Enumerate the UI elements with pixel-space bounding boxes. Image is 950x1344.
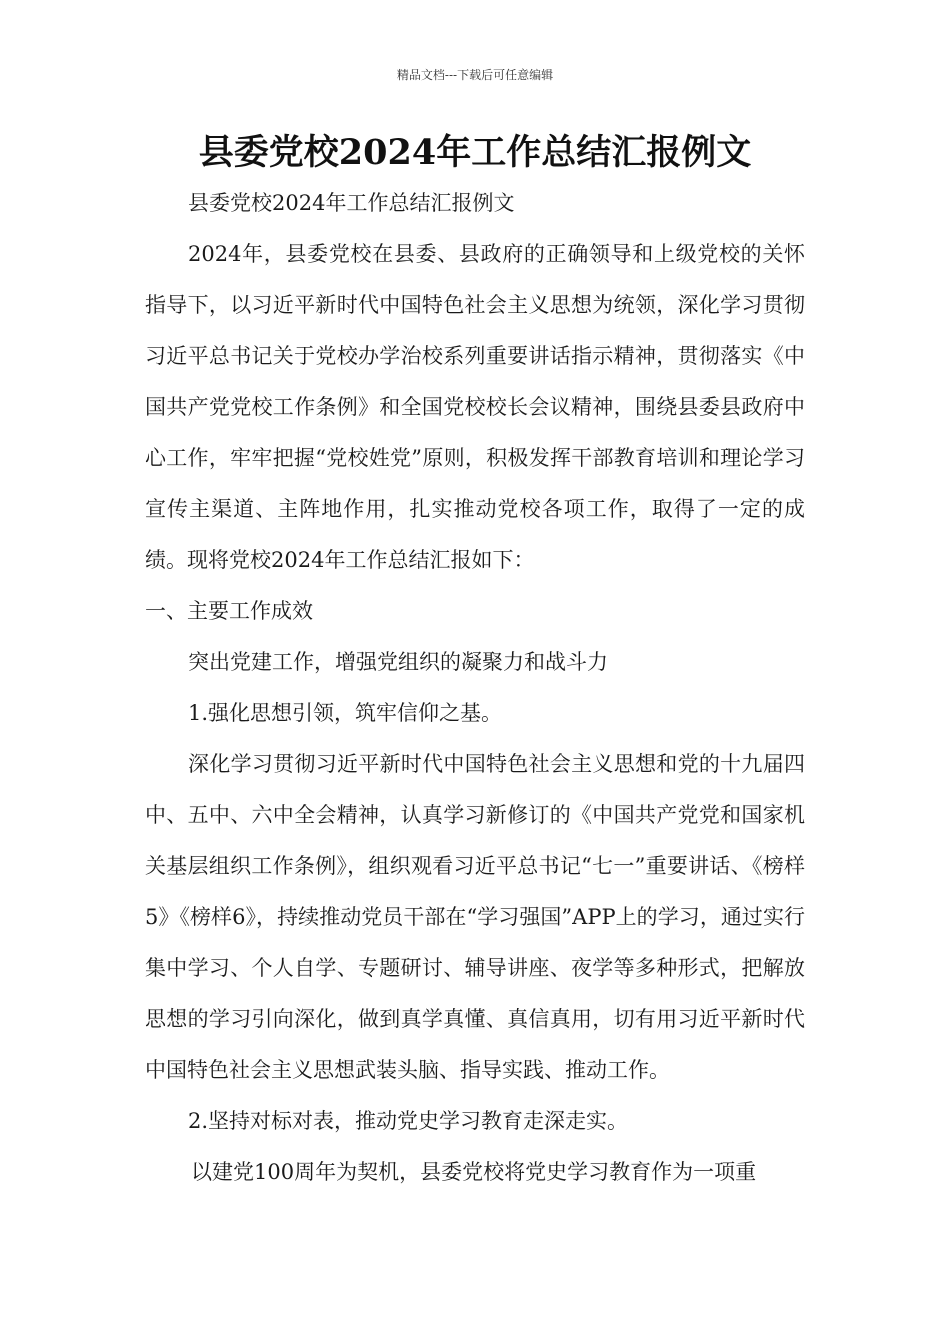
subsection-heading: 突出党建工作，增强党组织的凝聚力和战斗力: [188, 650, 608, 674]
intro-paragraph: 2024年，县委党校在县委、县政府的正确领导和上级党校的关怀指导下，以习近平新时代中国特色社会主义思想为统领，深化学习贯彻习近平总书记关于党校办学治校系列重要讲话指示精神，贯彻落实《中国共产党党校工作条例》和全国党校校长会议精神，围绕县委县政府中心工作，牢牢把握“党校姓党”原则，积极发挥干部教育培训和理论学习宣传主渠道、主阵地作用，扎实推动党校各项工作，取得了一定的成绩。现将党校2024年工作总结汇报如下：: [145, 242, 805, 572]
subtitle-paragraph: 县委党校2024年工作总结汇报例文: [188, 191, 515, 215]
body-paragraph-cut: 以建党100周年为契机，县委党校将党史学习教育作为一项重: [191, 1160, 757, 1184]
header-note: 精品文档---下载后可任意编辑: [396, 68, 554, 82]
body-paragraph: 深化学习贯彻习近平新时代中国特色社会主义思想和党的十九届四中、五中、六中全会精神，认真学习新修订的《中国共产党党和国家机关基层组织工作条例》，组织观看习近平总书记“七一”重要讲话、《榜样5》《榜样6》，持续推动党员干部在“学习强国”APP上的学习，通过实行集中学习、个人自学、专题研讨、辅导讲座、夜学等多种形式，把解放思想的学习引向深化，做到真学真懂、真信真用，切有用习近平新时代中国特色社会主义思想武装头脑、指导实践、推动工作。: [145, 752, 805, 1082]
document-body: [145, 178, 805, 1198]
document-title: 县委党校2024年工作总结汇报例文: [198, 132, 752, 173]
item-heading-2: 2.坚持对标对表，推动党史学习教育走深走实。: [188, 1109, 629, 1133]
item-heading-1: 1.强化思想引领，筑牢信仰之基。: [188, 701, 503, 725]
section-heading: 一、主要工作成效: [145, 599, 313, 623]
